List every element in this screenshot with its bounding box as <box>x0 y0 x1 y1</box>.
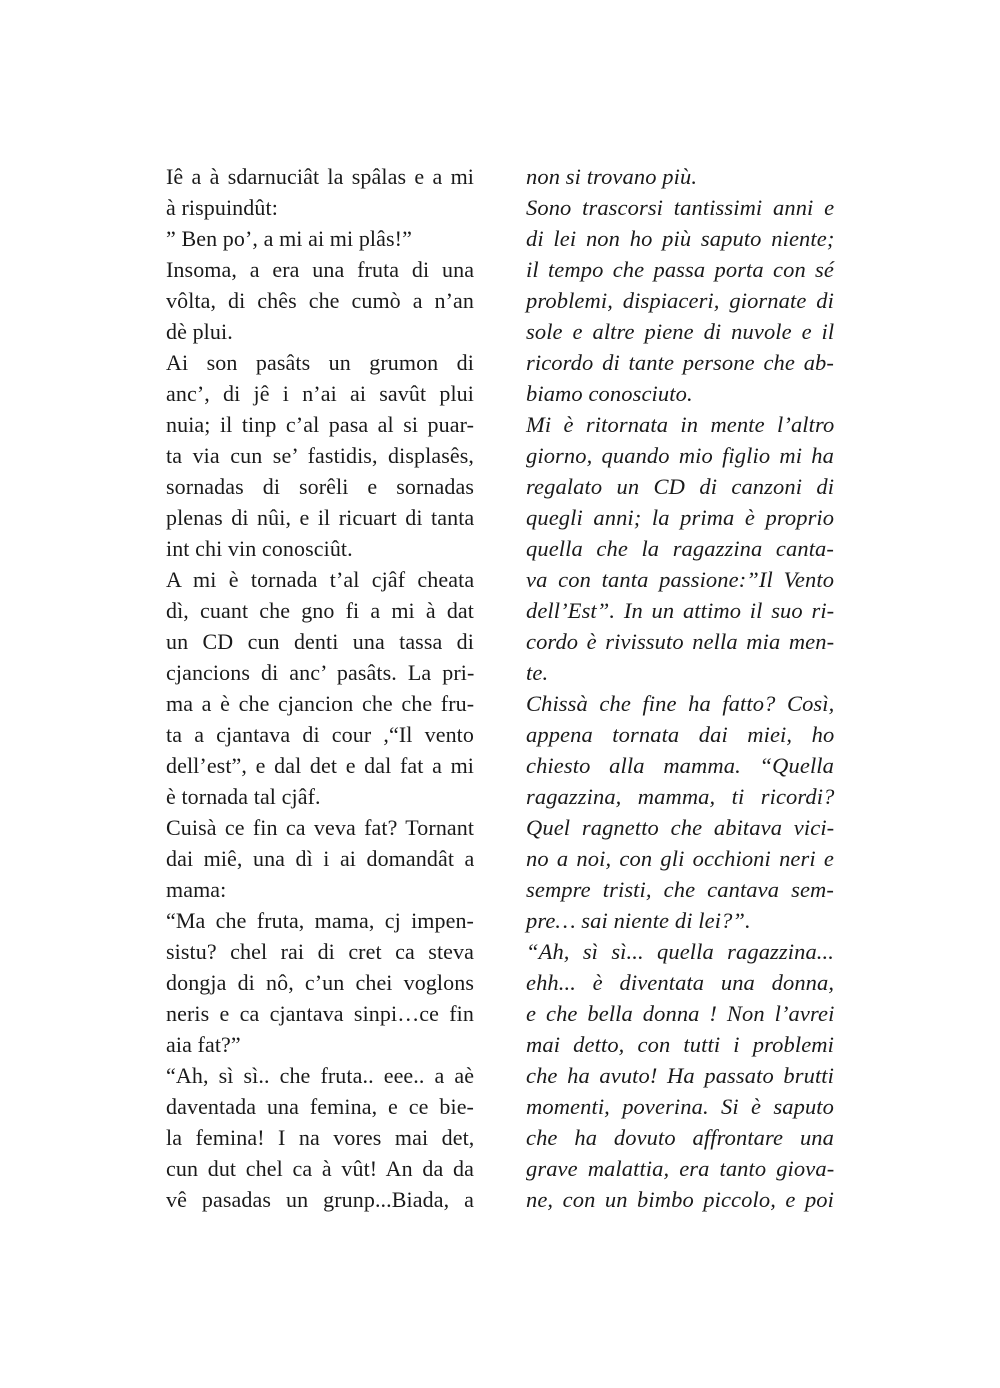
text-line: ehh... è diventata una donna, <box>526 970 835 995</box>
text-line: dè plui. <box>166 319 233 344</box>
text-line: pre… sai niente di lei?”. <box>526 908 751 933</box>
text-line: Sono trascorsi tantissimi anni e <box>526 195 835 220</box>
text-line: “Ah, sì sì... quella ragazzina... <box>526 939 834 964</box>
text-line: è tornada tal cjâf. <box>166 784 321 809</box>
text-line: Cuisà ce fin ca veva fat? Tornant <box>166 815 475 840</box>
text-line: giorno, quando mio figlio mi ha <box>526 443 834 468</box>
text-line: ta a cjantava di cour ,“Il vento <box>166 722 474 747</box>
text-line: Mi è ritornata in mente l’altro <box>526 412 835 437</box>
text-line: daventada una femina, e ce bie- <box>166 1094 474 1119</box>
text-line: dai miê, una dì i ai domandât a <box>166 846 475 871</box>
text-line: quella che la ragazzina canta- <box>526 536 834 561</box>
text-line: sistu? chel rai di cret ca steva <box>166 939 474 964</box>
text-line: dì, cuant che gno fi a mi à dat <box>166 598 474 623</box>
text-line: il tempo che passa porta con sé <box>526 257 834 282</box>
text-line: sempre tristi, che cantava sem- <box>526 877 834 902</box>
text-line: grave malattia, era tanto giova- <box>526 1156 835 1181</box>
text-line: va con tanta passione:”Il Vento <box>526 567 835 592</box>
text-line: Chissà che fine ha fatto? Così, <box>526 691 835 716</box>
text-line: te. <box>526 660 549 685</box>
text-line: nuia; il tinp c’al pasa al si puar- <box>166 412 475 437</box>
text-line: quegli anni; la prima è proprio <box>526 505 835 530</box>
text-line: di lei non ho più saputo niente; <box>526 226 835 251</box>
text-line: anc’, di jê i n’ai ai savût plui <box>166 381 474 406</box>
text-line: mama: <box>166 877 227 902</box>
text-line: regalato un CD di canzoni di <box>526 474 835 499</box>
text-line: Ai son pasâts un grumon di <box>166 350 474 375</box>
text-line: aia fat?” <box>166 1032 241 1057</box>
text-line: ta via cun se’ fastidis, displasês, <box>166 443 474 468</box>
text-line: che ha avuto! Ha passato brutti <box>526 1063 834 1088</box>
text-line: biamo conosciuto. <box>526 381 693 406</box>
text-line: A mi è tornada t’al cjâf cheata <box>166 567 475 592</box>
text-line: cordo è rivissuto nella mia men- <box>526 629 835 654</box>
text-line: mai detto, con tutti i problemi <box>526 1032 834 1057</box>
text-line: plenas di nûi, e il ricuart di tanta <box>166 505 475 530</box>
text-line: à rispuindût: <box>166 195 278 220</box>
text-line: sornadas di sorêli e sornadas <box>166 474 474 499</box>
text-line: Quel ragnetto che abitava vici- <box>526 815 835 840</box>
text-line: non si trovano più. <box>526 164 698 189</box>
italian-text-column <box>526 161 834 1215</box>
text-line: “Ma che fruta, mama, cj impen- <box>166 908 474 933</box>
text-line: vê pasadas un grunp...Biada, a <box>166 1187 474 1212</box>
text-line: momenti, poverina. Si è saputo <box>526 1094 834 1119</box>
text-line: dell’Est”. In un attimo il suo ri- <box>526 598 835 623</box>
text-line: no a noi, con gli occhioni neri e <box>526 846 834 871</box>
text-line: problemi, dispiaceri, giornate di <box>526 288 834 313</box>
text-line: appena tornata dai miei, ho <box>526 722 835 747</box>
text-line: che ha dovuto affrontare una <box>526 1125 834 1150</box>
text-line: e che bella donna ! Non l’avrei <box>526 1001 835 1026</box>
text-line: ” Ben po’, a mi ai mi plâs!” <box>166 226 412 251</box>
text-line: chiesto alla mamma. “Quella <box>526 753 834 778</box>
text-line: int chi vin conosciût. <box>166 536 353 561</box>
text-line: Insoma, a era una fruta di una <box>166 257 475 282</box>
text-line: ma a è che cjancion che che fru- <box>166 691 475 716</box>
text-line: ricordo di tante persone che ab- <box>526 350 834 375</box>
text-line: ragazzina, mamma, ti ricordi? <box>526 784 835 809</box>
text-line: dell’est”, e dal det e dal fat a mi <box>166 753 474 778</box>
text-line: neris e ca cjantava sinpi…ce fin <box>166 1001 474 1026</box>
friulian-text-column <box>166 161 474 1215</box>
text-line: la femina! I na vores mai det, <box>166 1125 475 1150</box>
text-line: sole e altre piene di nuvole e il <box>526 319 835 344</box>
text-line: cjancions di anc’ pasâts. La pri- <box>166 660 475 685</box>
text-line: ne, con un bimbo piccolo, e poi <box>526 1187 834 1212</box>
text-line: vôlta, di chês che cumò a n’an <box>166 288 474 313</box>
text-line: “Ah, sì sì.. che fruta.. eee.. a aè <box>166 1063 475 1088</box>
text-line: cun dut chel ca à vût! An da da <box>166 1156 474 1181</box>
text-line: dongja di nô, c’un chei voglons <box>166 970 474 995</box>
text-line: un CD cun denti una tassa di <box>166 629 474 654</box>
text-line: Iê a à sdarnuciât la spâlas e a mi <box>166 164 474 189</box>
